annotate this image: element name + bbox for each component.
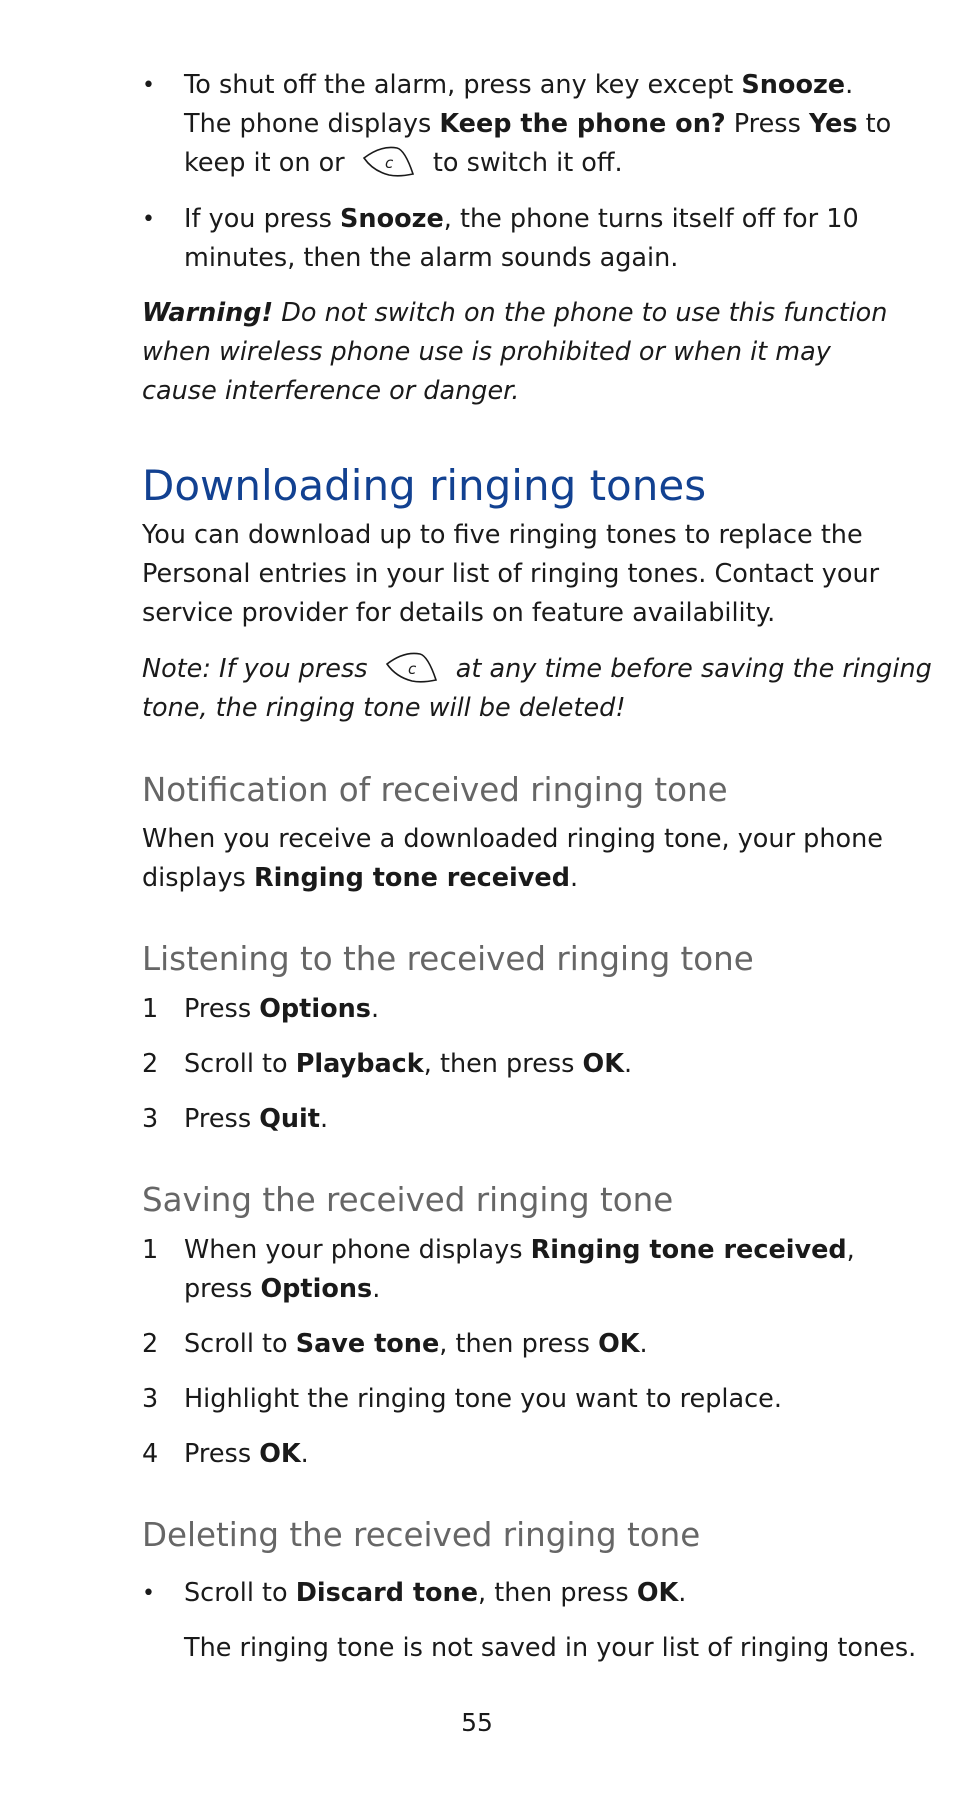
warning-paragraph: Warning! Do not switch on the phone to use this function when wireless phone use is prohibited or when it may cause interference or danger. bbox=[142, 298, 888, 406]
section-heading: Notification of received ringing tone bbox=[142, 771, 728, 809]
bullet: • bbox=[142, 207, 155, 232]
result-text: The ringing tone is not saved in your list of ringing tones. bbox=[184, 1633, 917, 1663]
intro-paragraph: You can download up to five ringing tones to replace the Personal entries in your list of ringing tones. Contact your service provider for details on feature availability. bbox=[142, 520, 880, 628]
page-number: 55 bbox=[461, 1708, 493, 1737]
step-number: 1 bbox=[142, 994, 159, 1024]
bullet: • bbox=[142, 73, 155, 98]
list-item: • If you press Snooze, the phone turns itself off for 10 minutes, then the alarm sounds again. bbox=[142, 200, 902, 278]
list-item: 2 Scroll to Playback, then press OK. bbox=[142, 1045, 902, 1084]
list-item: 1 When your phone displays Ringing tone received, press Options. bbox=[142, 1231, 902, 1309]
step-number: 2 bbox=[142, 1049, 159, 1079]
key-keep-phone-on: Keep the phone on? bbox=[439, 109, 726, 139]
section-heading: Deleting the received ringing tone bbox=[142, 1516, 701, 1554]
key-snooze: Snooze bbox=[741, 70, 846, 100]
clear-key-icon bbox=[384, 650, 440, 686]
section-heading: Saving the received ringing tone bbox=[142, 1181, 674, 1219]
list-item: 4 Press OK. bbox=[142, 1435, 902, 1474]
step-number: 4 bbox=[142, 1439, 159, 1469]
section-heading: Listening to the received ringing tone bbox=[142, 940, 754, 978]
note-paragraph: Note: If you press c at any time before saving the ringing tone, the ringing tone will be deleted! bbox=[142, 650, 932, 728]
svg-text:c: c bbox=[384, 154, 394, 172]
step-number: 1 bbox=[142, 1235, 159, 1265]
page-title: Downloading ringing tones bbox=[142, 461, 707, 510]
list-item: 3 Press Quit. bbox=[142, 1100, 902, 1139]
clear-key-icon bbox=[361, 144, 417, 180]
step-number: 3 bbox=[142, 1384, 159, 1414]
notification-paragraph: When you receive a downloaded ringing tone, your phone displays Ringing tone received. bbox=[142, 824, 883, 893]
step-number: 3 bbox=[142, 1104, 159, 1134]
list-item: • Scroll to Discard tone, then press OK. bbox=[142, 1574, 902, 1613]
list-item: 2 Scroll to Save tone, then press OK. bbox=[142, 1325, 902, 1364]
warning-label: Warning! bbox=[142, 298, 274, 328]
list-item: 3 Highlight the ringing tone you want to replace. bbox=[142, 1380, 902, 1419]
key-snooze: Snooze bbox=[340, 204, 444, 234]
step-number: 2 bbox=[142, 1329, 159, 1359]
svg-text:c: c bbox=[407, 660, 416, 678]
bullet: • bbox=[142, 1581, 155, 1606]
list-item: 1 Press Options. bbox=[142, 990, 902, 1029]
key-yes: Yes bbox=[808, 109, 858, 139]
list-item: • To shut off the alarm, press any key except Snooze. The phone displays Keep the phone on? Press Yes to keep it on or c to switch it off. bbox=[142, 66, 902, 183]
